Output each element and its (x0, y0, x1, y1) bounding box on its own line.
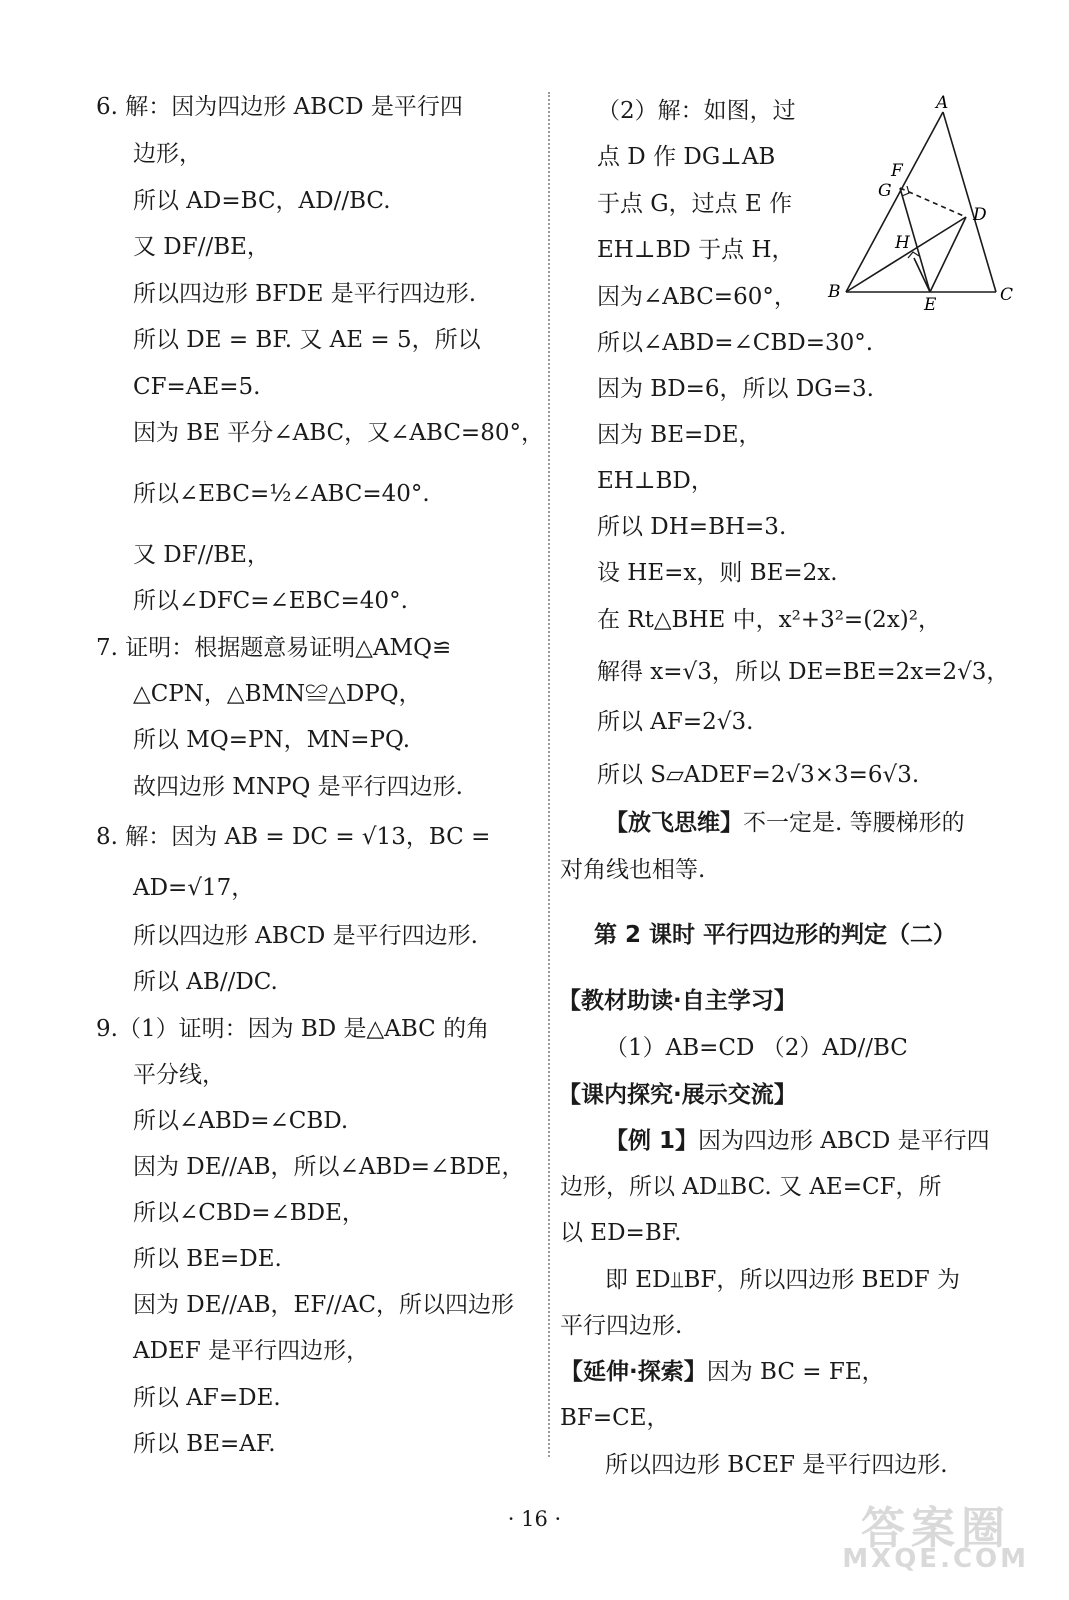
right-text-line: 【教材助读·自主学习】 (558, 988, 797, 1014)
right-text-line: 因为∠ABC=60°， (597, 284, 797, 310)
right-text-line: 所以 S▱ADEF=2√3×3=6√3. (597, 762, 920, 788)
right-text-line: 设 HE=x，则 BE=2x. (597, 560, 838, 586)
left-text-line: 所以∠ABD=∠CBD. (133, 1108, 349, 1134)
right-text-line: 即 ED⫫BF，所以四边形 BEDF 为 (605, 1267, 961, 1293)
left-text-line: ADEF 是平行四边形， (133, 1338, 370, 1364)
left-text-line: 又 DF//BE， (133, 542, 270, 568)
left-text-line: 所以 MQ=PN，MN=PQ. (133, 727, 411, 753)
label-H: H (895, 233, 910, 253)
right-text-line: 在 Rt△BHE 中，x²+3²=(2x)²， (597, 607, 941, 633)
right-text-line: 所以 DH=BH=3. (597, 514, 787, 540)
left-text-line: 所以 BE=AF. (133, 1431, 276, 1457)
right-text-line (605, 1126, 990, 1156)
right-text-line: EH⊥BD， (597, 468, 714, 494)
left-text-line: 所以 AB//DC. (133, 969, 278, 995)
left-text-line: 7. 证明：根据题意易证明△AMQ≌ (96, 635, 452, 661)
left-text-line: 边形， (133, 141, 202, 167)
right-text-line: 点 D 作 DG⊥AB (597, 144, 776, 170)
right-text-line: 解得 x=√3，所以 DE=BE=2x=2√3， (597, 659, 1010, 685)
left-text-line: 因为 DE//AB，EF//AC，所以四边形 (133, 1292, 515, 1318)
left-text-line: 8. 解：因为 AB = DC = √13，BC = (96, 824, 491, 850)
right-text-line: 因为 BD=6，所以 DG=3. (597, 376, 874, 402)
right-text-line: 所以∠ABD=∠CBD=30°. (597, 330, 874, 356)
right-text-line: EH⊥BD 于点 H， (597, 237, 795, 263)
right-text-line: 第 2 课时 平行四边形的判定（二） (594, 922, 957, 948)
left-text-line: 平分线， (133, 1062, 225, 1088)
left-text-line: 所以 AD=BC，AD//BC. (133, 188, 391, 214)
left-text-line: 故四边形 MNPQ 是平行四边形. (133, 774, 463, 800)
right-text-line: 所以 AF=2√3. (597, 709, 754, 735)
left-text-line: 因为 DE//AB，所以∠ABD=∠BDE， (133, 1154, 525, 1180)
right-text-line: （1）AB=CD （2）AD//BC (605, 1035, 908, 1061)
line-rest: 因为四边形 ABCD 是平行四 (698, 1128, 990, 1154)
right-text-line: 【课内探究·展示交流】 (558, 1082, 797, 1108)
label-F: F (891, 161, 903, 181)
label-A: A (936, 93, 949, 113)
right-text-line: 以 ED=BF. (560, 1220, 682, 1246)
left-text-line: △CPN，△BMN≌△DPQ， (133, 681, 422, 707)
column-divider (548, 92, 550, 1457)
right-text-line: 边形，所以 AD⫫BC. 又 AE=CF，所 (560, 1174, 942, 1200)
right-text-line (605, 808, 965, 838)
left-text-line: 所以四边形 BFDE 是平行四边形. (133, 281, 477, 307)
watermark-top: 答案圈 (861, 1503, 1011, 1554)
watermark-logo (759, 1492, 1029, 1582)
left-text-line: 所以 DE = BF. 又 AE = 5，所以 (133, 327, 481, 353)
left-text-line: 所以 AF=DE. (133, 1385, 281, 1411)
line-rest: 因为 BC = FE， (706, 1359, 885, 1385)
label-B: B (828, 282, 841, 302)
label-C: C (1000, 285, 1014, 305)
label-D: D (973, 205, 987, 225)
left-text-line: 所以∠EBC=½∠ABC=40°. (133, 481, 430, 507)
label-G: G (878, 181, 892, 201)
left-text-line: 又 DF//BE， (133, 234, 270, 260)
right-text-line: 对角线也相等. (560, 857, 706, 883)
right-text-line: BF=CE， (560, 1405, 670, 1431)
right-text-line: 因为 BE=DE， (597, 422, 762, 448)
line-rest: 不一定是. 等腰梯形的 (743, 810, 965, 836)
label-E: E (924, 295, 937, 315)
left-text-line: 所以∠CBD=∠BDE， (133, 1200, 365, 1226)
right-text-line: 于点 G，过点 E 作 (597, 191, 793, 217)
left-text-line: 9.（1）证明：因为 BD 是△ABC 的角 (96, 1016, 490, 1042)
left-text-line: CF=AE=5. (133, 374, 261, 400)
left-text-line: 所以∠DFC=∠EBC=40°. (133, 588, 408, 614)
page-number: · 16 · (507, 1507, 562, 1531)
left-text-line: AD=√17， (133, 875, 255, 901)
bold-prefix: 【例 1】 (605, 1128, 699, 1154)
watermark-bottom: MXQE.COM (842, 1544, 1029, 1574)
left-text-line: 因为 BE 平分∠ABC，又∠ABC=80°， (133, 420, 544, 446)
right-text-line: 所以四边形 BCEF 是平行四边形. (605, 1452, 948, 1478)
bold-prefix: 【延伸·探索】 (560, 1359, 707, 1385)
triangle-figure (818, 92, 1038, 322)
left-text-line: 所以 BE=DE. (133, 1246, 282, 1272)
left-text-line: 6. 解：因为四边形 ABCD 是平行四 (96, 94, 463, 120)
right-text-line: 平行四边形. (560, 1313, 683, 1339)
bold-prefix: 【放飞思维】 (605, 810, 743, 836)
right-text-line: （2）解：如图，过 (597, 98, 796, 124)
right-text-line (560, 1357, 885, 1387)
left-text-line: 所以四边形 ABCD 是平行四边形. (133, 923, 478, 949)
